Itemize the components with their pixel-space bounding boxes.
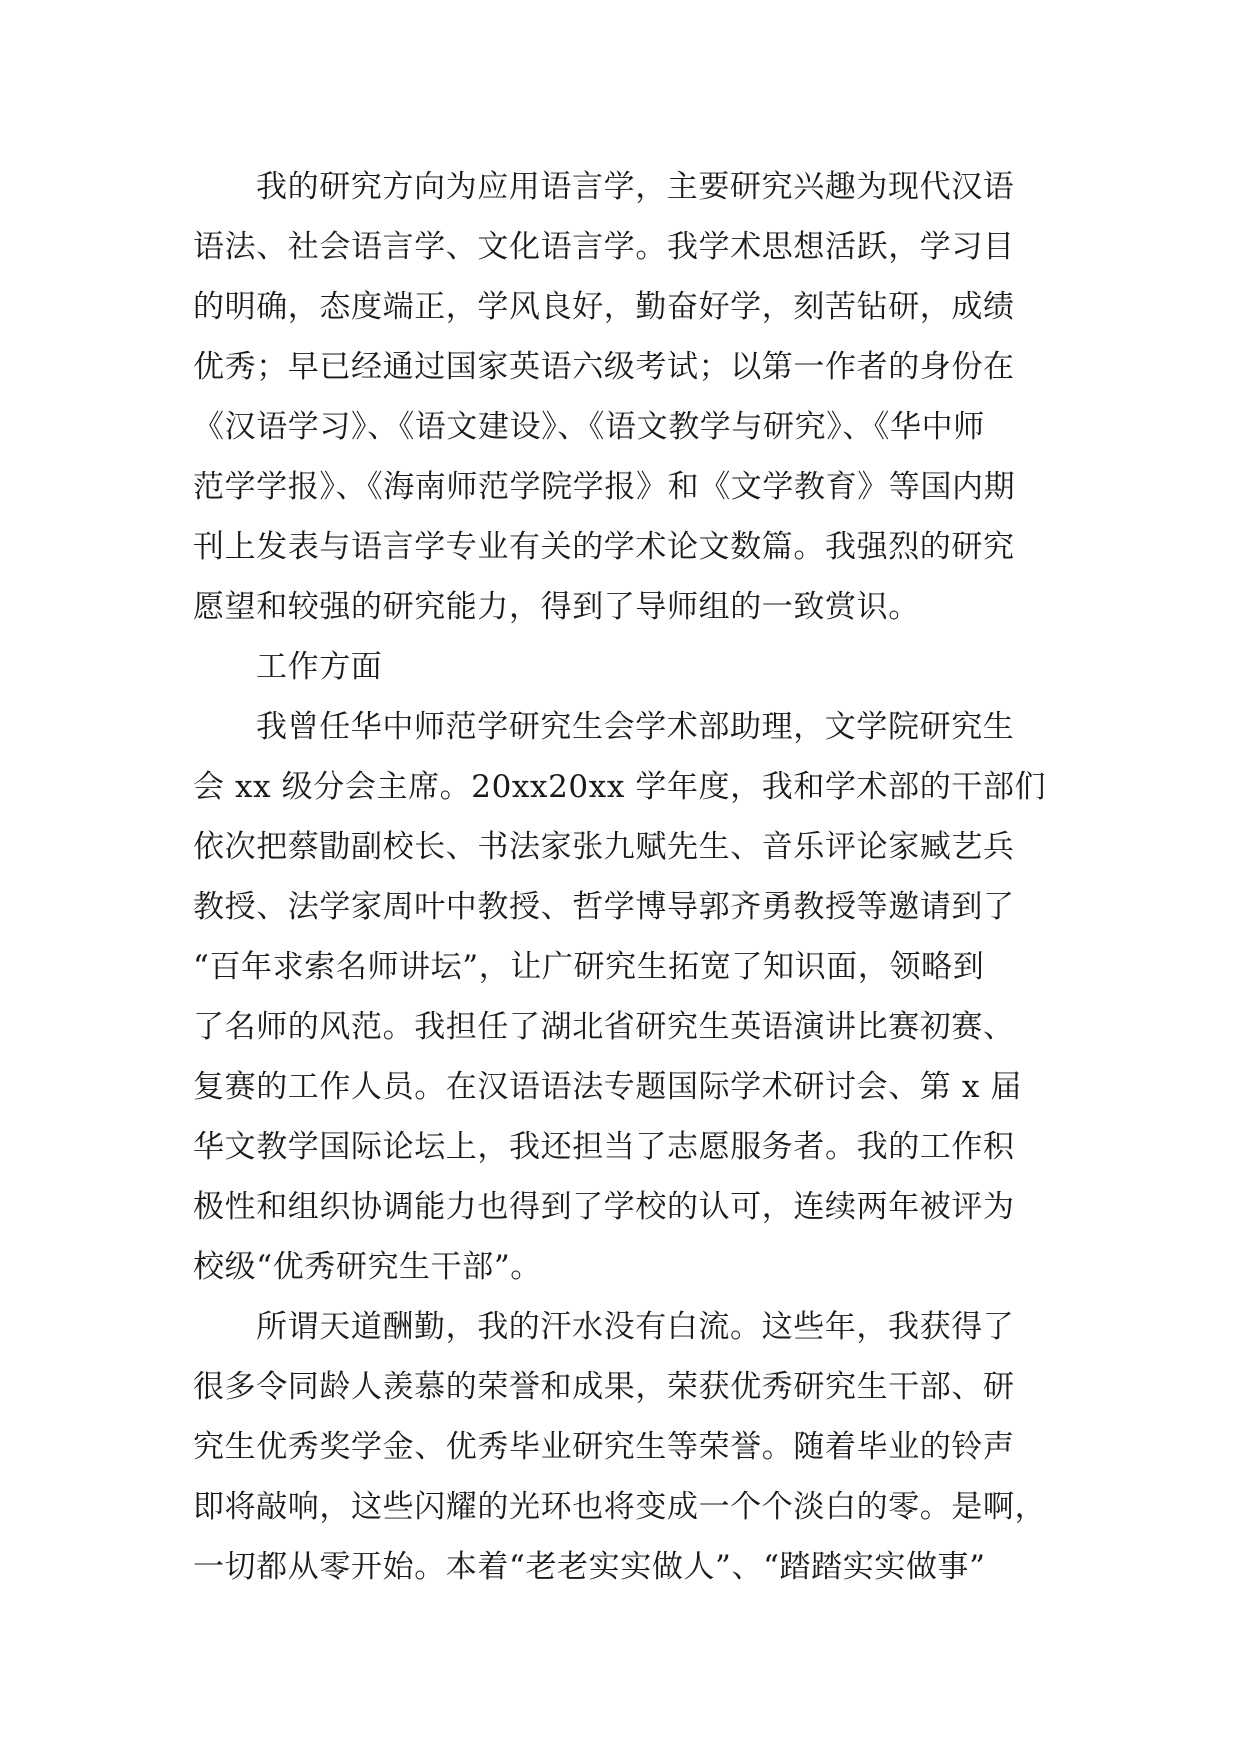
- text-line: 愿望和较强的研究能力，得到了导师组的一致赏识。: [193, 589, 920, 625]
- document-body: [193, 157, 1073, 1597]
- text-line: 刊上发表与语言学专业有关的学术论文数篇。我强烈的研究: [193, 529, 1015, 565]
- text-line: 究生优秀奖学金、优秀毕业研究生等荣誉。随着毕业的铃声: [193, 1429, 1015, 1465]
- text-line: 优秀；早已经通过国家英语六级考试；以第一作者的身份在: [193, 349, 1015, 385]
- text-line: 《汉语学习》、《语文建设》、《语文教学与研究》、《华中师: [193, 409, 985, 445]
- text-line: 语法、社会语言学、文化语言学。我学术思想活跃，学习目: [193, 229, 1015, 265]
- text-line: 所谓天道酬勤，我的汗水没有白流。这些年，我获得了: [256, 1309, 1015, 1345]
- text-line: 范学学报》、《海南师范学院学报》和《文学教育》等国内期: [193, 469, 1016, 505]
- text-line: 复赛的工作人员。在汉语语法专题国际学术研讨会、第 x 届: [193, 1069, 1022, 1105]
- text-line: 的明确，态度端正，学风良好，勤奋好学，刻苦钻研，成绩: [193, 289, 1015, 325]
- text-line: 极性和组织协调能力也得到了学校的认可，连续两年被评为: [193, 1189, 1015, 1225]
- text-line: 教授、法学家周叶中教授、哲学博导郭齐勇教授等邀请到了: [193, 889, 1015, 925]
- text-line: 一切都从零开始。本着“老老实实做人”、“踏踏实实做事”: [193, 1549, 986, 1585]
- text-line: 我曾任华中师范学研究生会学术部助理，文学院研究生: [256, 709, 1015, 745]
- text-line: 会 xx 级分会主席。20xx20xx 学年度，我和学术部的干部们: [193, 769, 1047, 805]
- paragraph: [193, 157, 1073, 637]
- paragraph: [193, 697, 1073, 1297]
- text-line: 我的研究方向为应用语言学，主要研究兴趣为现代汉语: [256, 169, 1015, 205]
- text-line: 依次把蔡勖副校长、书法家张九赋先生、音乐评论家臧艺兵: [193, 829, 1015, 865]
- text-line: 了名师的风范。我担任了湖北省研究生英语演讲比赛初赛、: [193, 1009, 1015, 1045]
- text-line: 很多令同龄人羡慕的荣誉和成果，荣获优秀研究生干部、研: [193, 1369, 1015, 1405]
- text-line: 即将敲响，这些闪耀的光环也将变成一个个淡白的零。是啊，: [193, 1489, 1047, 1525]
- text-line: 华文教学国际论坛上，我还担当了志愿服务者。我的工作积: [193, 1129, 1015, 1165]
- text-line: “百年求索名师讲坛”，让广研究生拓宽了知识面，领略到: [193, 949, 985, 985]
- paragraph: [193, 637, 1073, 697]
- paragraph: [193, 1297, 1073, 1597]
- text-line: 工作方面: [256, 649, 383, 685]
- text-line: 校级“优秀研究生干部”。: [193, 1249, 542, 1285]
